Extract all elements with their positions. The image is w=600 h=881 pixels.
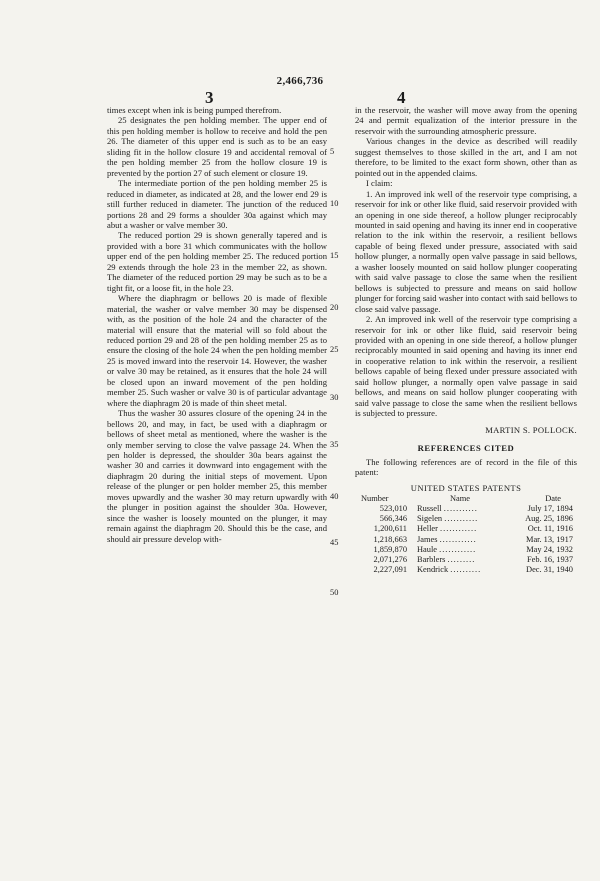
right-column-number: 4 — [397, 88, 406, 107]
patent-ref-name: Kendrick — [417, 565, 449, 575]
patent-ref-date: Feb. 16, 1937 — [526, 555, 573, 565]
patent-number: 2,466,736 — [276, 75, 324, 87]
line-number: 35 — [330, 440, 339, 449]
table-row: 2,071,276 Barblers ......... Feb. 16, 1937 — [361, 555, 573, 565]
paragraph: 25 designates the pen holding member. The upper end of this pen holding member is hollow to receive and hold the pen 26. The diameter of this upper end is such as to be an easy sliding fit in the hollow closure 19 and accidental removal of the pen holding member 25 from the hollow closure 19 is prevented by the portion 27 of such element or closure 19. — [107, 115, 327, 178]
patent-ref-date: Oct. 11, 1916 — [527, 524, 573, 534]
line-number: 40 — [330, 492, 339, 501]
left-column-number: 3 — [205, 88, 214, 107]
paragraph: times except when ink is being pumped therefrom. — [107, 105, 282, 115]
table-row: 1,200,611 Heller ............ Oct. 11, 1916 — [361, 524, 573, 534]
line-number: 30 — [330, 393, 339, 402]
patent-ref-number: 523,010 — [379, 504, 407, 514]
table-row: 523,010 Russell ........... July 17, 1894 — [361, 504, 573, 514]
references-intro: The following references are of record in the file of this patent: — [355, 456, 577, 477]
claim-1: 1. An improved ink well of the reservoir type comprising, a reservoir for ink or other like fluid, said reservoir provided with an opening in one side thereof, a hollow plunger reciprocably mounted in said opening and having its inner end in cooperative relation to the ink within the reservoir, a resilient bellows capable of being flexed under pressure, associated with said hollow plunger, a normally open valve passage in said bellows, a washer loosely mounted on said hollow plunger cooperating with said valve passage to close the same when the resilient bellows is subjected to pressure and means on said hollow plunger for forcing said washer into contact with said bellows to close said valve passage. — [355, 188, 577, 314]
patent-ref-number: 2,071,276 — [373, 555, 407, 565]
paragraph: The intermediate portion of the pen holding member 25 is reduced in diameter, as indicated at 28, and the lower end 29 is still further reduced in diameter. The junction of the reduced portions 28 and 29 forms a shoulder 30a against which may abut a washer or valve member 30. — [107, 178, 327, 230]
patent-ref-date: May 24, 1932 — [526, 544, 573, 554]
line-number: 20 — [330, 303, 339, 312]
patent-ref-name: Russell — [417, 504, 442, 514]
references-table — [361, 494, 573, 576]
patent-ref-date: Dec. 31, 1940 — [526, 565, 573, 575]
table-row: 1,859,870 Haule ............ May 24, 1932 — [361, 545, 573, 555]
paragraph: Thus the washer 30 assures closure of the opening 24 in the bellows 20, and may, in fact, be used with a diaphragm or bellows of sheet metal as mentioned, where the washer is the only member serving to close the valve passage 24. When the pen holder is depressed, the shoulder 30a bears against the washer 30 and carries it downward into engagement with the diaphragm 20 during the initial steps of movement. Upon release of the plunger or pen holder member 25, this member moves upwardly and the washer 30 may return upwardly with the plunger in position against the shoulder 30a. However, since the washer is loosely mounted on the plunger, it may remain against the diaphragm 20. Should this be the case, and should air pressure develop with- — [107, 408, 327, 544]
line-number: 25 — [330, 345, 339, 354]
paragraph: in the reservoir, the washer will move away from the opening 24 and permit equalization of the interior pressure in the reservoir with the surrounding atmospheric pressure. — [355, 105, 577, 136]
table-row: 2,227,091 Kendrick .......... Dec. 31, 1940 — [361, 565, 573, 575]
table-row: 566,346 Sigelen ........... Aug. 25, 1896 — [361, 514, 573, 524]
claims-intro: I claim: — [366, 178, 393, 189]
patent-ref-number: 1,200,611 — [373, 524, 407, 534]
line-number: 50 — [330, 588, 339, 597]
left-column-text — [107, 105, 327, 544]
paragraph: The reduced portion 29 is shown generally tapered and is provided with a bore 31 which communicates with the hollow upper end of the pen holding member 25. The reduced portion 29 extends through the hole 23 in the member 22, as shown. The diameter of the reduced portion 29 may be such as to be a tight fit, or a loose fit, in the hole 23. — [107, 230, 327, 293]
patent-ref-name: Haule — [417, 544, 437, 554]
patent-ref-number: 566,346 — [379, 514, 407, 524]
patent-ref-number: 1,859,870 — [373, 544, 407, 554]
column-header-date: Date — [545, 493, 561, 503]
right-column-text — [355, 105, 577, 575]
patent-ref-date: Aug. 25, 1896 — [525, 514, 573, 524]
patent-ref-name: Barblers — [417, 555, 446, 565]
paragraph: Various changes in the device as described will readily suggest themselves to those skilled in the art, and I am not therefore, to be limited to the exact form shown, other than as pointed out in the appended claims. — [355, 136, 577, 178]
column-header-name: Name — [449, 493, 470, 503]
patent-ref-date: Mar. 13, 1917 — [526, 534, 573, 544]
patent-ref-name: James — [417, 534, 438, 544]
line-number: 5 — [330, 147, 335, 156]
column-header-number: Number — [361, 493, 389, 503]
patent-ref-name: Sigelen — [417, 514, 443, 524]
patent-ref-name: Heller — [417, 524, 438, 534]
patent-ref-number: 2,227,091 — [373, 565, 407, 575]
line-number: 10 — [330, 199, 339, 208]
us-patents-heading: UNITED STATES PATENTS — [410, 483, 522, 494]
table-row: 1,218,663 James ............ Mar. 13, 1917 — [361, 535, 573, 545]
table-header-row — [361, 494, 573, 504]
patent-ref-number: 1,218,663 — [373, 534, 407, 544]
line-number: 15 — [330, 251, 339, 260]
references-heading: REFERENCES CITED — [417, 443, 515, 454]
claim-2: 2. An improved ink well of the reservoir type comprising a reservoir for ink or other like fluid, said reservoir being provided with an opening in one side thereof, a hollow plunger reciprocably mounted in said opening and having its inner end in cooperative relation to ink within the reservoir, a resilient bellows capable of being flexed under pressure associated with said hollow plunger, a normally open valve passage in said bellows, and means on said hollow plunger cooperating with said valve passage to close the same when the resilient bellows is subjected to pressure. — [355, 314, 577, 419]
inventor-signature: MARTIN S. POLLOCK. — [485, 424, 577, 435]
paragraph: Where the diaphragm or bellows 20 is made of flexible material, the washer or valve member 30 may be dispensed with, as the position of the hole 24 and the character of the material will ensure that the material will so fold about the reduced portion 29 and 28 of the pen holding member 25 as to ensure the closing of the hole 24 when the pen holding member 25 is moved inward into the reservoir 14. However, the washer or valve 30 may be retained, as it ensures that the hole 24 will be closed upon an inward movement of the pen holding member 25. Such washer or valve 30 is of particular advantage where the diaphragm 20 is made of thin sheet metal. — [107, 293, 327, 408]
line-number: 45 — [330, 538, 339, 547]
patent-ref-date: July 17, 1894 — [527, 504, 573, 514]
